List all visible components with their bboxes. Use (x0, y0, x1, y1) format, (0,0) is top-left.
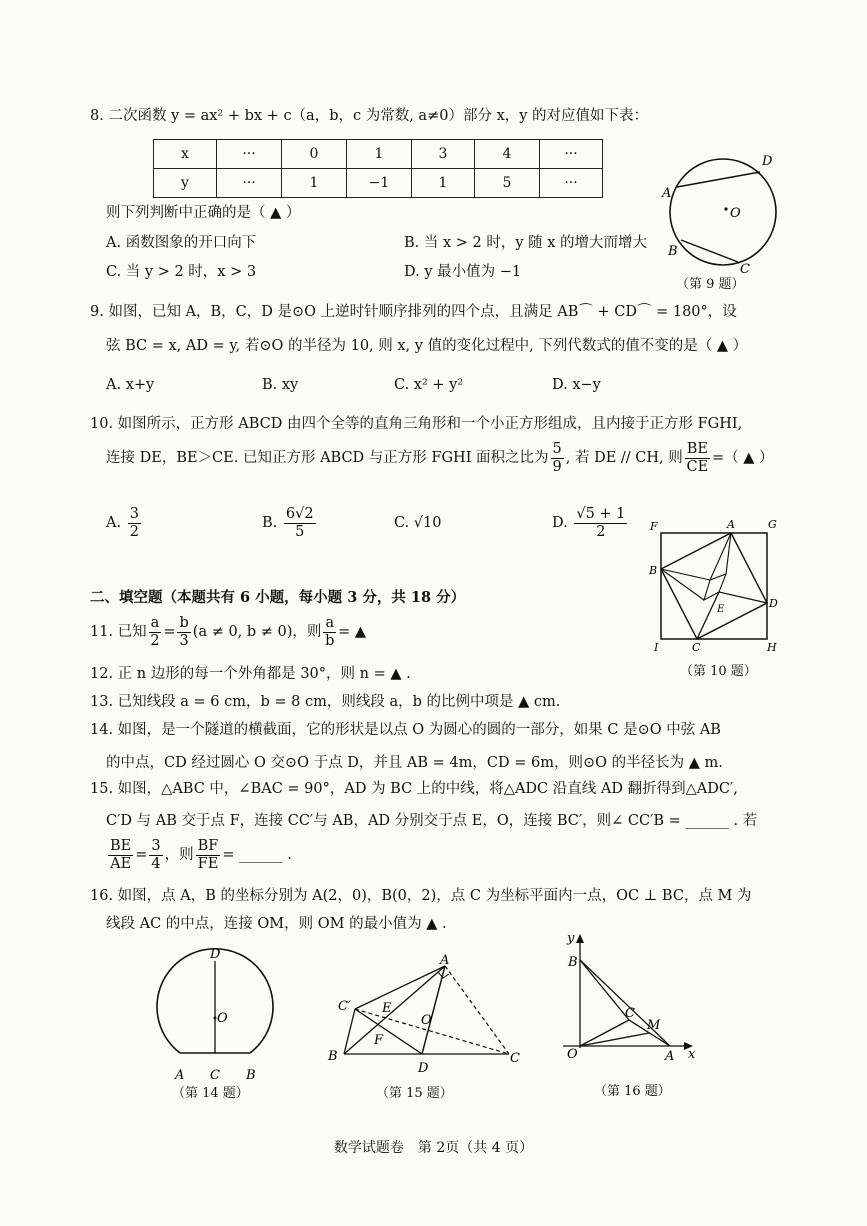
q13: 13. 已知线段 a = 6 cm，b = 8 cm，则线段 a，b 的比例中项是 ▲ cm. (90, 694, 561, 710)
q8-prompt: 则下列判断中正确的是（ ▲ ） (106, 205, 301, 221)
square-fghi (661, 533, 767, 639)
label-c: C (692, 641, 701, 654)
q9-option-a: A. x+y (106, 377, 155, 393)
segment-ac-prime (355, 966, 445, 1009)
q15-line2: C′D 与 AB 交于点 F，连接 CC′与 AB，AD 分别交于点 E，O，连接 BC′，则∠ CC′B = ______ . 若 (106, 813, 758, 829)
label-b: B (649, 564, 658, 577)
y-axis-arrow (576, 934, 584, 943)
q11-fraction (323, 615, 336, 650)
segment-ac-dashed (445, 966, 509, 1054)
q10-line2-text: 连接 DE，BE＞CE. 已知正方形 ABCD 与正方形 FGHI 面积之比为 (106, 450, 549, 466)
table-cell: ··· (217, 140, 282, 169)
table-cell: 4 (475, 140, 540, 169)
table-cell: 1 (347, 140, 412, 169)
fraction-denominator: CE (686, 458, 709, 475)
q8-option-d: D. y 最小值为 −1 (404, 264, 522, 280)
label-x: x (688, 1047, 696, 1062)
fraction-numerator: √5 + 1 (576, 505, 626, 522)
label-m: M (647, 1018, 661, 1033)
label-e: E (382, 1001, 392, 1016)
label-d: D (418, 1061, 429, 1076)
q11-text: 11. 已知 (90, 624, 147, 640)
figure-16 (555, 930, 705, 1064)
q10-line2-text: =（ ▲ ） (712, 450, 774, 466)
table-cell: x (154, 140, 217, 169)
table-cell: ··· (217, 169, 282, 198)
fraction-denominator: 9 (552, 458, 562, 475)
q10-option-d (552, 505, 629, 541)
fraction-numerator: BF (197, 837, 219, 854)
label-f: F (650, 520, 658, 533)
q10-area-ratio (551, 441, 564, 476)
q15-fraction (149, 838, 162, 873)
chord-bc (681, 240, 738, 262)
label-y: y (567, 931, 575, 946)
segment-om (580, 1033, 649, 1046)
q8-option-c: C. 当 y > 2 时，x > 3 (106, 264, 257, 280)
q9-option-d: D. x−y (552, 377, 601, 393)
table-cell: 1 (282, 169, 347, 198)
q10-line2-text: , 若 DE // CH, 则 (565, 450, 683, 466)
label-h: H (767, 641, 777, 654)
fraction-numerator: BE (686, 440, 708, 457)
label-g: G (768, 518, 777, 531)
option-label: A. (106, 515, 122, 531)
label-c: C (625, 1006, 635, 1021)
q11-text: = (163, 624, 176, 640)
label-b: B (328, 1049, 338, 1064)
center-dot (724, 207, 727, 210)
option-fraction (284, 506, 316, 541)
q14-line2: 的中点，CD 经过圆心 O 交⊙O 于点 D，并且 AB = 4m，CD = 6m，则⊙O 的半径长为 ▲ m. (106, 755, 723, 771)
segment-ab (344, 966, 445, 1054)
q8-option-a: A. 函数图象的开口向下 (106, 235, 257, 251)
label-c: C (210, 1068, 220, 1083)
label-o: O (567, 1047, 578, 1062)
q15-fraction (108, 838, 133, 873)
q11-fraction (149, 615, 162, 650)
label-b: B (246, 1068, 256, 1083)
label-i: I (654, 641, 659, 654)
q8-option-b: B. 当 x > 2 时，y 随 x 的增大而增大 (404, 235, 648, 251)
segment-de (719, 592, 767, 603)
q10-option-a (106, 505, 143, 541)
q11 (90, 614, 366, 650)
option-label: D. (552, 515, 568, 531)
q16-line1: 16. 如图，点 A，B 的坐标分别为 A(2，0)，B(0，2)，点 C 为坐标平面内一点，OC ⊥ BC，点 M 为 (90, 888, 752, 904)
fraction-numerator: 3 (129, 505, 139, 522)
fraction-numerator: 3 (151, 837, 161, 854)
figure-9 (650, 145, 795, 290)
label-a: A (175, 1068, 185, 1083)
option-fraction (574, 506, 627, 541)
q9-line2: 弦 BC = x, AD = y, 若⊙O 的半径为 10, 则 x, y 值的变化过程中, 下列代数式的值不变的是（ ▲ ） (106, 338, 748, 354)
option-fraction (128, 506, 141, 541)
q8-stem: 8. 二次函数 y = ax² + bx + c（a，b，c 为常数, a≠0）部分 x，y 的对应值如下表： (90, 108, 649, 124)
q15-text: = (135, 847, 148, 863)
q9-option-b: B. xy (262, 377, 299, 393)
q10-option-c: C. √10 (394, 515, 442, 531)
q10-line2 (106, 440, 774, 476)
segment-bc (580, 960, 629, 1020)
q12: 12. 正 n 边形的每一个外角都是 30°，则 n = ▲ . (90, 666, 411, 682)
q10-asked-ratio (685, 441, 710, 476)
segment-ce (697, 592, 719, 639)
circle-o (670, 159, 776, 265)
q15-fraction (196, 838, 221, 873)
label-f: F (374, 1033, 384, 1048)
label-a: A (440, 953, 450, 968)
label-d: D (769, 597, 778, 610)
fraction-denominator: AE (110, 855, 132, 872)
figure-10 (646, 518, 786, 658)
label-o: O (421, 1013, 432, 1028)
section-2-title: 二、填空题（本题共有 6 小题，每小题 3 分，共 18 分） (90, 589, 466, 606)
fraction-denominator: 2 (129, 523, 139, 540)
label-a: A (662, 186, 672, 201)
label-d: D (762, 154, 773, 169)
fraction-denominator: 2 (150, 632, 160, 649)
fraction-numerator: 5 (552, 440, 562, 457)
table-cell: −1 (347, 169, 412, 198)
segment-oc (580, 1020, 629, 1046)
fraction-denominator: 2 (596, 523, 606, 540)
table-cell: 0 (282, 140, 347, 169)
inner-square (704, 574, 726, 600)
fraction-denominator: b (325, 632, 335, 649)
figure-10-caption: （第 10 题） (680, 664, 757, 679)
q15-text: ，则 (164, 847, 194, 863)
figure-9-caption: （第 9 题） (676, 277, 745, 292)
q11-fraction (177, 615, 190, 650)
table-cell: 3 (412, 140, 475, 169)
table-cell: 5 (475, 169, 540, 198)
table-cell: 1 (412, 169, 475, 198)
segment (422, 966, 445, 1054)
q11-text: (a ≠ 0, b ≠ 0)，则 (192, 624, 322, 640)
q10-option-b (262, 505, 318, 541)
q9-option-c: C. x² + y² (394, 377, 464, 393)
q8-value-table (153, 139, 603, 198)
q14-line1: 14. 如图，是一个隧道的横截面，它的形状是以点 O 为圆心的圆的一部分，如果 C 是⊙O 中弦 AB (90, 722, 721, 738)
q15-text: = ______ . (222, 847, 292, 863)
option-label: B. (262, 515, 278, 531)
figure-14 (150, 945, 290, 1085)
label-b: B (568, 955, 578, 970)
segment (697, 603, 767, 639)
label-d: D (210, 947, 221, 962)
label-a: A (727, 518, 735, 531)
label-c: C (740, 262, 750, 277)
q11-text: = ▲ (338, 624, 367, 640)
fraction-numerator: 6√2 (285, 505, 314, 522)
chord-ad (677, 172, 760, 187)
fraction-denominator: FE (197, 855, 219, 872)
figure-14-caption: （第 14 题） (172, 1086, 249, 1101)
q9-line1: 9. 如图，已知 A，B，C，D 是⊙O 上逆时针顺序排列的四个点，且满足 AB⌒ + CD⌒ = 180°，设 (90, 304, 737, 320)
table-cell: y (154, 169, 217, 198)
table-row (154, 169, 603, 198)
square-abcd (661, 533, 767, 639)
fraction-numerator: BE (110, 837, 132, 854)
figure-15 (322, 952, 532, 1082)
fraction-denominator: 5 (295, 523, 305, 540)
figure-16-caption: （第 16 题） (594, 1084, 671, 1099)
label-o: O (217, 1011, 228, 1026)
fraction-numerator: b (179, 614, 189, 631)
label-b: B (668, 244, 678, 259)
segment-ba (580, 960, 670, 1046)
table-row (154, 140, 603, 169)
label-a: A (665, 1049, 675, 1064)
q16-line2: 线段 AC 的中点，连接 OM，则 OM 的最小值为 ▲ . (106, 916, 447, 932)
label-c: C (510, 1051, 520, 1066)
fraction-denominator: 4 (151, 855, 161, 872)
table-cell: ··· (540, 169, 603, 198)
fraction-numerator: a (325, 614, 335, 631)
segment-bc-prime (344, 1009, 355, 1054)
q15-line1: 15. 如图，△ABC 中，∠BAC = 90°，AD 为 BC 上的中线，将△ADC 沿直线 AD 翻折得到△ADC′, (90, 781, 738, 797)
label-e: E (717, 604, 725, 615)
table-cell: ··· (540, 140, 603, 169)
label-o: O (730, 206, 741, 221)
label-c-prime: C′ (338, 999, 351, 1014)
fraction-denominator: 3 (179, 632, 189, 649)
q10-line1: 10. 如图所示，正方形 ABCD 由四个全等的直角三角形和一个小正方形组成，且内接于正方形 FGHI, (90, 416, 743, 432)
fraction-numerator: a (150, 614, 160, 631)
page-footer: 数学试题卷 第 2页（共 4 页） (333, 1140, 534, 1156)
figure-15-caption: （第 15 题） (376, 1086, 453, 1101)
q15-line3 (106, 837, 292, 873)
